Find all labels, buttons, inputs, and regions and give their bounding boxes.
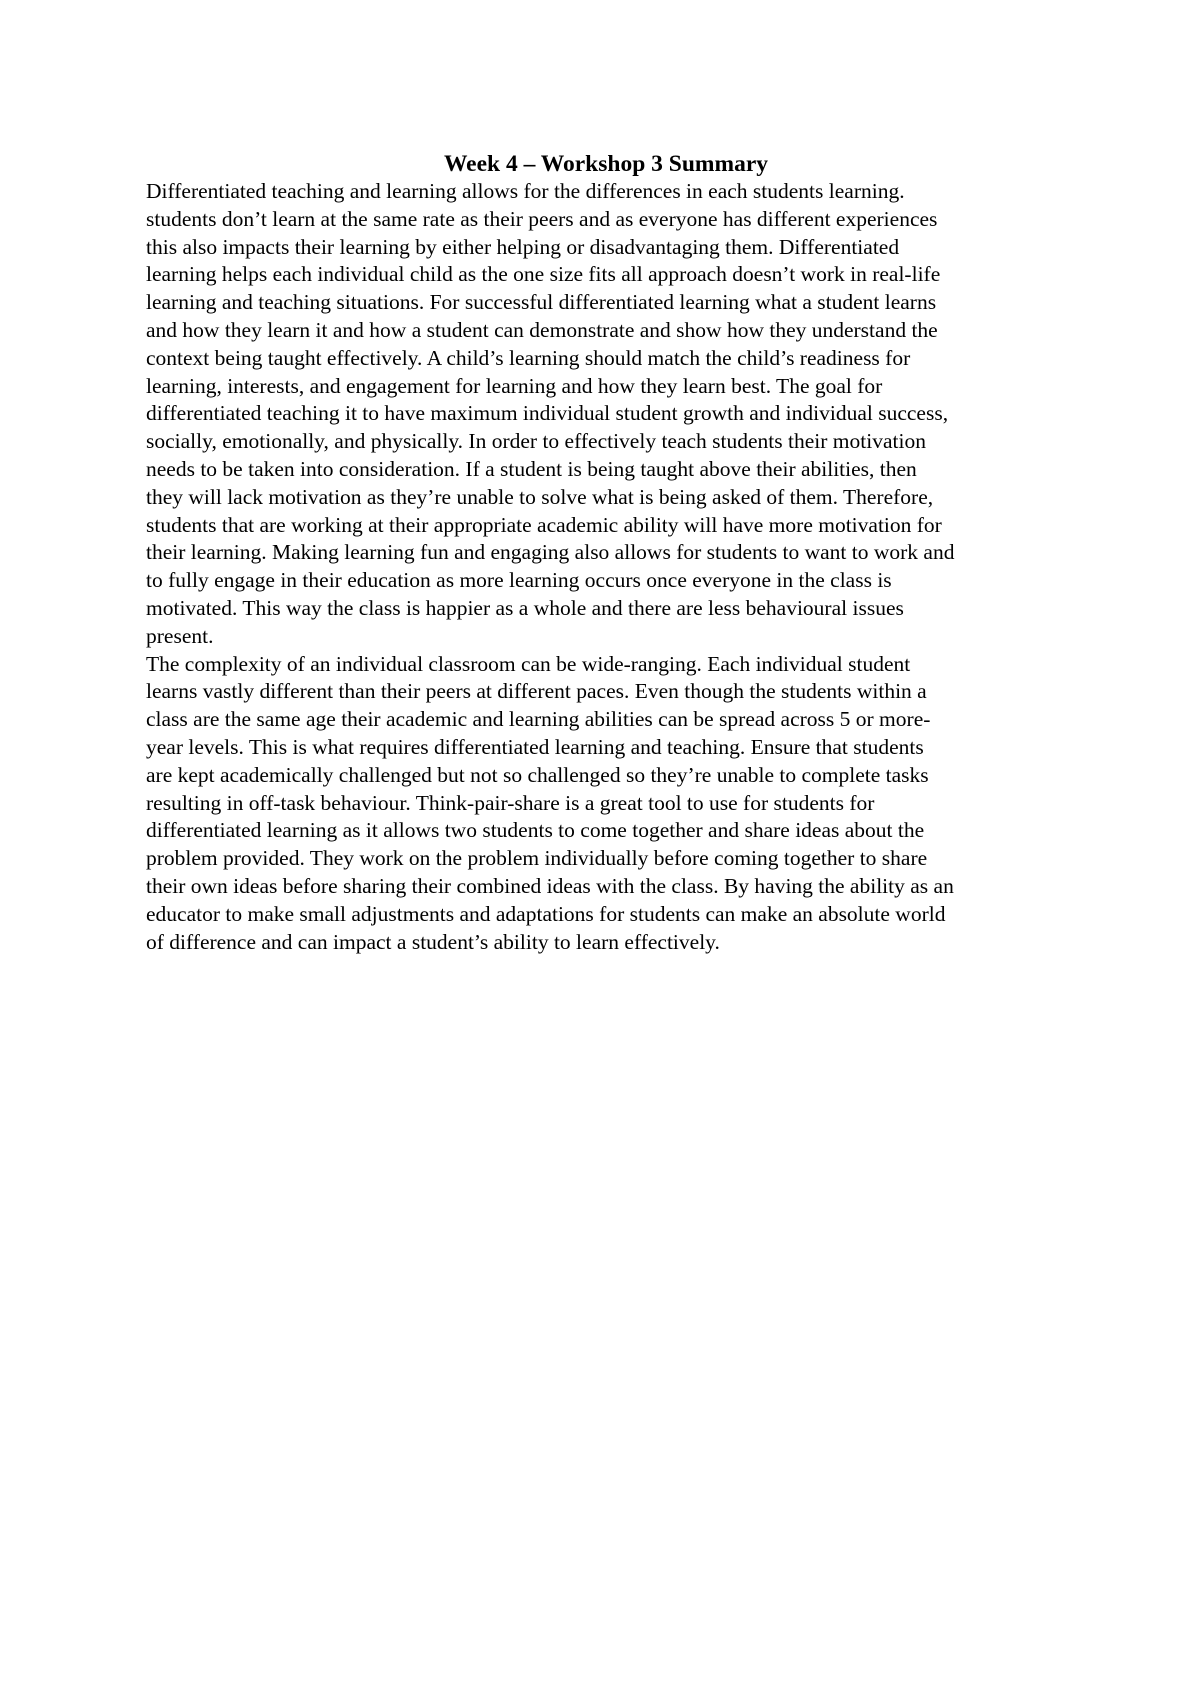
text-line: learning helps each individual child as the one size fits all approach doesn’t work in real-life [146, 262, 941, 287]
text-line: The complexity of an individual classroom can be wide-ranging. Each individual student [146, 651, 911, 676]
text-line: learning and teaching situations. For successful differentiated learning what a student learns [146, 290, 937, 315]
text-line: differentiated teaching it to have maximum individual student growth and individual success, [146, 401, 949, 426]
document-title: Week 4 – Workshop 3 Summary [443, 151, 769, 177]
text-line: students that are working at their appropriate academic ability will have more motivation for [146, 512, 942, 537]
document-body [146, 178, 1066, 956]
text-line: differentiated learning as it allows two students to come together and share ideas about the [146, 818, 925, 843]
text-line: year levels. This is what requires differentiated learning and teaching. Ensure that students [146, 734, 924, 759]
text-line: motivated. This way the class is happier as a whole and there are less behavioural issues [146, 595, 904, 620]
document-content [146, 150, 1066, 956]
text-line: Differentiated teaching and learning allows for the differences in each students learning. [146, 179, 905, 203]
text-line: are kept academically challenged but not so challenged so they’re unable to complete tasks [146, 762, 929, 787]
text-line: needs to be taken into consideration. If a student is being taught above their abilities, then [146, 456, 917, 481]
text-line: resulting in off-task behaviour. Think-pair-share is a great tool to use for students for [146, 790, 875, 815]
text-line: educator to make small adjustments and adaptations for students can make an absolute world [146, 901, 946, 926]
text-line: their own ideas before sharing their combined ideas with the class. By having the ability as an [146, 873, 954, 898]
text-line: this also impacts their learning by either helping or disadvantaging them. Differentiated [146, 234, 900, 259]
text-line: learns vastly different than their peers at different paces. Even though the students within a [146, 679, 927, 704]
text-line: learning, interests, and engagement for learning and how they learn best. The goal for [146, 373, 883, 398]
text-line: problem provided. They work on the problem individually before coming together to share [146, 846, 928, 871]
text-line: context being taught effectively. A child’s learning should match the child’s readiness for [146, 345, 911, 370]
text-line: students don’t learn at the same rate as their peers and as everyone has different experiences [146, 206, 938, 231]
text-line: they will lack motivation as they’re unable to solve what is being asked of them. Therefore, [146, 484, 934, 509]
text-line: to fully engage in their education as more learning occurs once everyone in the class is [146, 568, 892, 593]
text-line: present. [146, 623, 214, 648]
text-line: of difference and can impact a student’s ability to learn effectively. [146, 929, 720, 954]
text-line: their learning. Making learning fun and engaging also allows for students to want to work and [146, 540, 955, 565]
body-paragraph [146, 651, 1066, 957]
text-line: and how they learn it and how a student can demonstrate and show how they understand the [146, 317, 938, 342]
text-line: class are the same age their academic and learning abilities can be spread across 5 or more- [146, 707, 931, 732]
text-line: socially, emotionally, and physically. In order to effectively teach students their motivation [146, 429, 926, 454]
body-paragraph [146, 178, 1066, 651]
